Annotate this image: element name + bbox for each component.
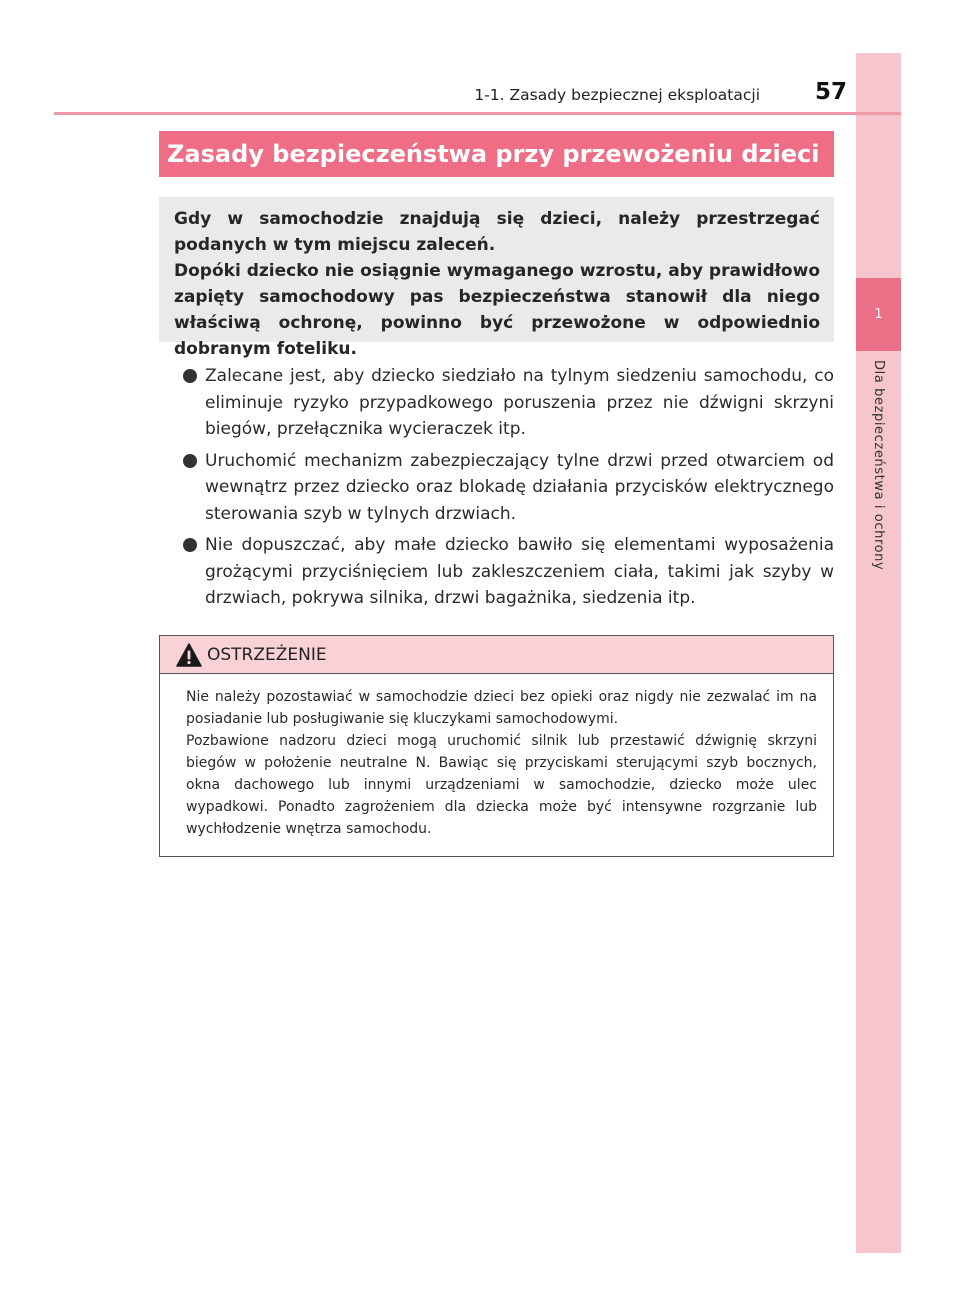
header-divider [54,112,901,115]
warning-header [160,636,833,674]
list-item-text: Nie dopuszczać, aby małe dziecko bawiło się elementami wyposażenia grożącymi przyciśnięciem lub zakleszczeniem ciała, takimi jak szyby w drzwiach, pokrywa silnika, drzwi bagażnika, siedzenia itp. [205,535,834,608]
intro-line: Gdy w samochodzie znajdują się dzieci, należy przestrzegać podanych w tym miejscu zaleceń. [174,209,820,255]
bullet-icon [183,454,197,468]
warning-body [160,674,833,840]
chapter-number: 1 [856,278,901,351]
warning-triangle-icon [176,643,202,667]
warning-title: OSTRZEŻENIE [207,644,327,665]
list-item [183,532,834,612]
list-item-text: Zalecane jest, aby dziecko siedziało na tylnym siedzeniu samochodu, co eliminuje ryzyko przypadkowego poruszenia przez nie dźwigni skrzyni biegów, przełącznika wycieraczek itp. [205,366,834,439]
chapter-side-tab [856,53,901,1253]
list-item-text: Uruchomić mechanizm zabezpieczający tylne drzwi przed otwarciem od wewnątrz przez dziecko oraz blokadę działania przycisków elektrycznego sterowania szyb w tylnych drzwiach. [205,450,834,524]
intro-line: Dopóki dziecko nie osiągnie wymaganego wzrostu, aby prawidłowo zapięty samochodowy pas bezpieczeństwa stanowił dla niego właściwą ochronę, powinno być przewożone w odpowiednio dobranym foteliku. [174,261,820,359]
bullet-icon [183,538,197,552]
list-item [183,363,834,443]
bullet-list [183,363,834,617]
header-section-title: 1-1. Zasady bezpiecznej eksploatacji [474,86,760,104]
warning-box [159,635,834,857]
chapter-title: Dla bezpieczeństwa i ochrony [871,360,886,571]
intro-box [159,197,834,359]
warning-paragraph: Nie należy pozostawiać w samochodzie dzieci bez opieki oraz nigdy nie zezwalać im na posiadanie lub posługiwanie się kluczykami samochodowymi. [186,689,817,727]
bullet-icon [183,369,197,383]
page-title: Zasady bezpieczeństwa przy przewożeniu dzieci [159,131,834,177]
list-item [183,448,834,528]
page-number: 57 [814,79,847,105]
warning-paragraph: Pozbawione nadzoru dzieci mogą uruchomić silnik lub przestawić dźwignię skrzyni biegów w położenie neutralne N. Bawiąc się przyciskami sterującymi szyb bocznych, okna dachowego lub innymi urządzeniami w samochodzie, dziecko może ulec wypadkowi. Ponadto zagrożeniem dla dziecka może być intensywne rozgrzanie lub wychłodzenie wnętrza samochodu. [186,733,817,837]
